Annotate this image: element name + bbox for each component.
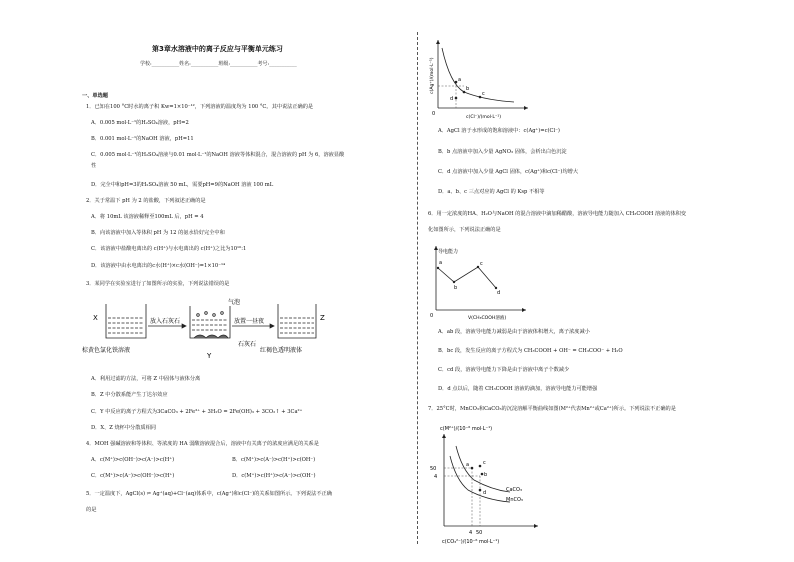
page-title: 第3章水溶液中的离子反应与平衡单元练习	[152, 45, 283, 53]
q5-option-d: D．a、b、c 三点对应的 AgCl 的 Ksp 不相等	[438, 189, 545, 195]
q2-option-b: B．向该溶液中加入等体积 pH 为 12 的氨水恰好完全中和	[91, 230, 225, 236]
q5-label-c: c	[482, 91, 485, 97]
q7-point-b	[481, 473, 484, 476]
label-fecl3-solution: 棕黄色氯化铁溶液	[82, 347, 131, 354]
q6-origin: 0	[430, 313, 434, 319]
q1-stem: 1．已知在100 °C时水的离子积 Kw=1×10⁻¹²，下列溶液的温度均为 100 °C。其中说法正确的是	[86, 104, 314, 110]
q6-label-c: c	[480, 261, 483, 267]
q5-point-b	[463, 91, 466, 94]
q3-option-d: D．X、Z 烧杯中分散质相同	[91, 425, 156, 431]
label-x: X	[93, 314, 98, 322]
q6-graph	[426, 242, 536, 322]
label-red-brown-liquid: 红褐色透明液体	[260, 347, 303, 354]
q2-stem: 2．关于常温下 pH 为 2 的盐酸，下列叙述正确的是	[86, 198, 206, 204]
q5-label-d: d	[450, 96, 454, 102]
q6-option-b: B．bc 段，发生反应的离子方程式为 CH₃COOH + OH⁻ = CH₃COO⁻ + H₂O	[438, 348, 623, 354]
q5-graph	[424, 36, 534, 122]
q6-x-label: V(CH₃COOH溶液)	[468, 316, 507, 321]
q7-point-a	[471, 467, 474, 470]
q5-curve	[442, 48, 514, 102]
column-divider	[417, 32, 418, 544]
q4-option-a: A．c(M⁺)>c(OH⁻)>c(A⁻)>c(H⁺)	[91, 457, 175, 463]
q7-series-caco3: CaCO₃	[506, 487, 522, 493]
q7-xtick-4: 4	[469, 530, 473, 536]
q5-origin: 0	[432, 111, 436, 117]
beaker-x	[106, 304, 146, 338]
q7-ytick-50: 50	[430, 466, 437, 472]
label-z: Z	[320, 314, 325, 322]
q5-point-a	[455, 81, 458, 84]
label-y: Y	[207, 352, 212, 360]
q4-option-b: B．c(M⁺)>c(A⁻)>c(H⁺)>c(OH⁻)	[232, 457, 316, 463]
q2-option-d: D．该溶液中由水电离出的c水(H⁺)×c水(OH⁻)=1×10⁻¹⁴	[91, 263, 226, 269]
q6-point-d	[495, 287, 497, 289]
q7-point-d	[479, 489, 482, 492]
label-bubbles: 气泡	[228, 299, 241, 306]
q3-experiment-figure	[82, 296, 348, 366]
q1-option-b: B．0.001 mol·L⁻¹的NaOH 溶液，pH=11	[91, 136, 194, 142]
q3-option-c: C．Y 中反应的离子方程式为3CaCO₃ + 2Fe³⁺ + 3H₂O = 2Fe(OH)₃ + 3CO₂↑ + 3Ca²⁺	[91, 409, 303, 415]
q5-stem: 5．一定温度下，AgCl(s) ⇌ Ag⁺(aq)+Cl⁻(aq)体系中，c(Ag⁺)和c(Cl⁻)的关系如图所示。下列说法不正确	[86, 491, 332, 497]
q2-option-a: A．将 10mL 该溶液稀释至100mL 后，pH = 4	[91, 214, 204, 220]
q4-option-c: C．c(M⁺)>c(A⁻)>c(OH⁻)>c(H⁺)	[91, 473, 175, 479]
q3-option-b: B．Z 中分散系能产生丁达尔效应	[91, 392, 168, 398]
student-info-line: 学校:___________姓名:___________班级:___________考号:___________	[140, 61, 297, 67]
q6-option-c: C．cd 段，溶液导电能力下降是由于溶液中离子个数减少	[438, 367, 570, 373]
q7-xtick-50: 50	[476, 530, 483, 536]
q4-stem: 4．MOH 强碱溶液和等体积、等浓度的 HA 弱酸溶液混合后，溶液中有关离子的浓度应满足的关系是	[86, 441, 319, 447]
q7-curve-caco3	[456, 446, 510, 492]
q6-y-label: 导电能力	[438, 249, 459, 255]
q1-option-d: D．完全中和pH=3的H₂SO₄溶液 50 mL，需要pH=9的NaOH 溶液 100 mL	[91, 182, 274, 188]
q7-label-a: a	[466, 462, 470, 468]
q7-ytick-4: 4	[434, 474, 438, 480]
q6-point-b	[453, 281, 455, 283]
q5-y-label: c(Ag⁺)/(mol·L⁻¹)	[430, 57, 435, 94]
q7-x-label: c(CO₃²⁻)/(10⁻⁶ mol·L⁻¹)	[442, 539, 500, 545]
q7-point-c	[479, 465, 482, 468]
q6-label-b: b	[454, 285, 458, 291]
q6-point-a	[437, 267, 439, 269]
q7-label-c: c	[483, 460, 486, 466]
q6-option-d: D．d 点以后，随着 CH₃COOH 溶液的滴加，溶液导电能力可能增强	[438, 386, 598, 392]
q5-option-a: A．AgCl 溶于水形成的饱和溶液中：c(Ag⁺)=c(Cl⁻)	[438, 128, 560, 134]
beaker-z	[278, 304, 316, 338]
q1-option-a: A．0.005 mol·L⁻¹的H₂SO₄溶液，pH=2	[91, 120, 189, 126]
q7-graph	[426, 418, 546, 548]
q7-label-b: b	[484, 472, 488, 478]
q1-option-c: C．0.005 mol·L⁻¹的H₂SO₄溶液与0.01 mol·L⁻¹的NaOH 溶液等体积混合，混合溶液的 pH 为 6，溶液显酸	[91, 152, 345, 158]
q6-label-a: a	[439, 260, 443, 266]
q5-option-b: B．b 点溶液中加入少量 AgNO₃ 固体，会析出白色沉淀	[438, 149, 567, 155]
q1-option-c-cont: 性	[91, 163, 97, 169]
q5-point-c	[479, 96, 482, 99]
q5-label-b: b	[466, 86, 470, 92]
q5-stem-cont: 的是	[86, 507, 97, 513]
q6-stem-cont: 化如图所示，下列说法正确的是	[428, 227, 501, 233]
q5-x-label: c(Cl⁻)/(mol·L⁻¹)	[466, 115, 501, 120]
q7-stem: 7．25°C时，MnCO₃和CaCO₃的沉淀溶解平衡曲线如图(M²⁺代表Mn²⁺或Ca²⁺)所示。下列说法不正确的是	[428, 406, 676, 412]
label-limestone: 石灰石	[238, 341, 257, 348]
q4-option-d: D．c(M⁺)>c(H⁺)>c(A⁻)>c(OH⁻)	[232, 473, 316, 479]
section-heading: 一、单选题	[82, 93, 108, 99]
q6-label-d: d	[497, 290, 501, 296]
label-stand: 放置一昼夜	[234, 318, 265, 325]
q6-point-c	[477, 266, 479, 268]
label-add-limestone: 放入石灰石	[150, 318, 181, 325]
q7-label-d: d	[483, 490, 487, 496]
q6-line	[438, 267, 496, 288]
q5-point-d	[455, 97, 458, 100]
q6-stem: 6．用一定浓度的HA、H₂O与NaOH 的混合溶液中滴加稀醋酸，溶液导电能力随加入 CH₃COOH 溶液的体积变	[428, 211, 687, 217]
q7-series-mnco3: MnCO₃	[506, 497, 523, 503]
q5-option-c: C．d 点溶液中加入少量 AgCl 固体，c(Ag⁺)和c(Cl⁻)均增大	[438, 169, 579, 175]
q5-label-a: a	[458, 77, 462, 83]
q2-option-c: C．该溶液中盐酸电离出的 c(H⁺)与水电离出的 c(H⁺)之比为10¹⁰:1	[91, 246, 247, 252]
q3-stem: 3．某同学在实验室进行了如图所示的实验，下列说法错误的是	[86, 281, 230, 287]
q3-option-a: A．利用过滤的方法，可将 Z 中固体与液体分离	[91, 376, 201, 382]
q7-y-label: c(M²⁺)/(10⁻⁶ mol·L⁻¹)	[440, 426, 493, 432]
q6-option-a: A．ab 段，溶液导电能力减弱是由于溶液体积增大，离子浓度减小	[438, 329, 590, 335]
beaker-y	[190, 306, 230, 338]
